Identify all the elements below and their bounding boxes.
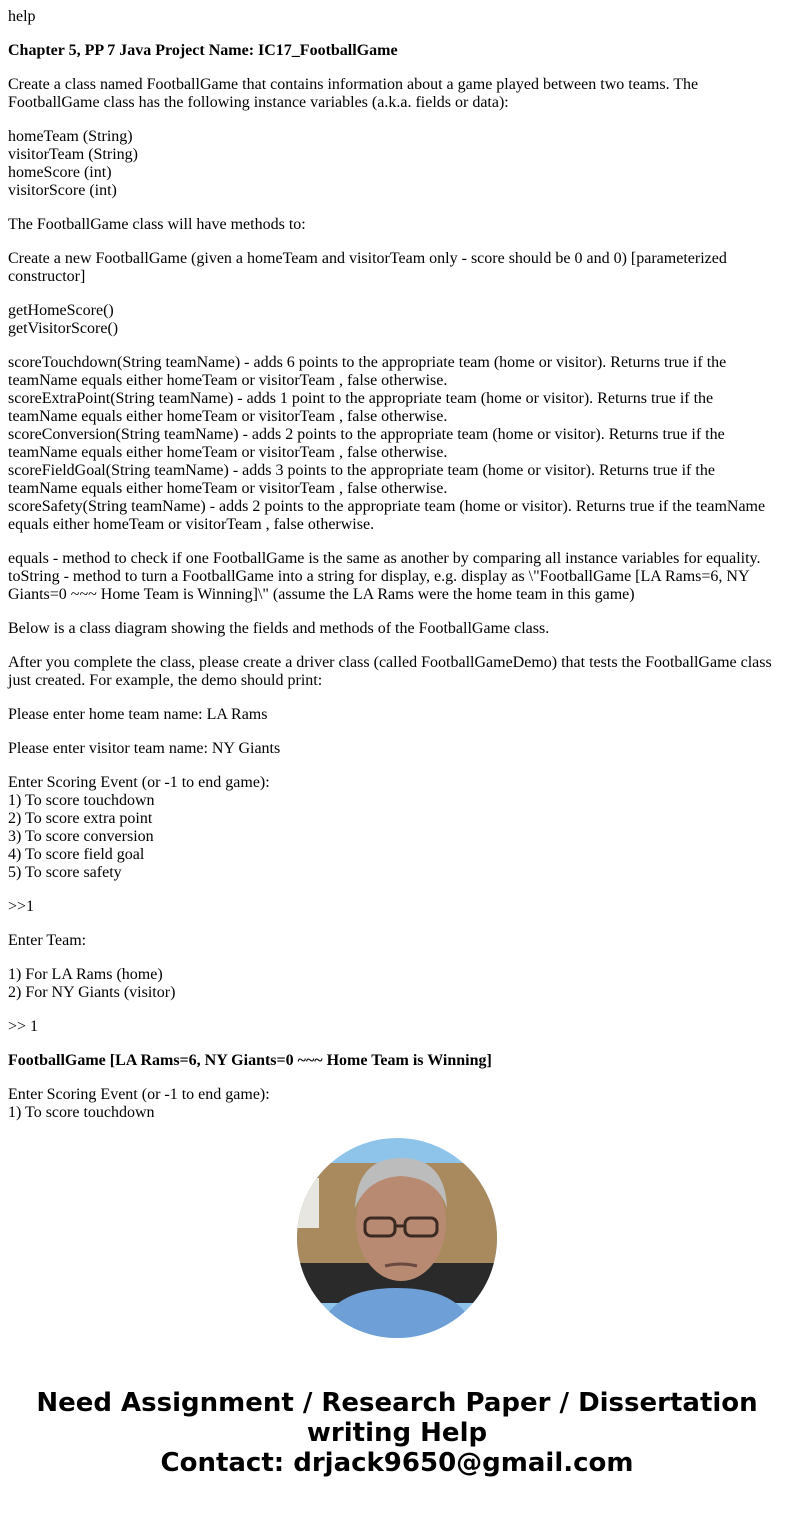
text-line: Create a new FootballGame (given a homeTeam and visitorTeam only - score should be 0 and 0) [parameterized [8,250,727,267]
field-item: visitorScore (int) [8,182,117,199]
result-output [8,1052,786,1070]
input-1: >>1 [8,898,35,915]
text-line: scoreConversion(String teamName) - adds 2 points to the appropriate team (home or visitor). Returns true if the [8,426,725,443]
menu-line: Enter Scoring Event (or -1 to end game): [8,1086,270,1103]
menu-line: Enter Scoring Event (or -1 to end game): [8,774,270,791]
scoring-menu [8,774,786,882]
menu-line: 2) To score extra point [8,810,153,827]
text-line: Giants=0 ~~~ Home Team is Winning]\" (assume the LA Rams were the home team in this game) [8,586,635,603]
avatar-container [0,1138,794,1338]
promo-line: Need Assignment / Research Paper / Dissertation [36,1388,758,1418]
menu-line: 3) To score conversion [8,828,154,845]
text-line: equals - method to check if one FootballGame is the same as another by comparing all instance variables for equality. [8,550,761,567]
text-line: teamName equals either homeTeam or visitorTeam , false otherwise. [8,480,448,497]
menu-line: 1) To score touchdown [8,792,155,809]
methods-intro: The FootballGame class will have methods to: [8,216,306,233]
constructor-paragraph [8,250,786,286]
home-prompt: Please enter home team name: LA Rams [8,706,268,723]
visitor-prompt: Please enter visitor team name: NY Giants [8,740,281,757]
text-line: FootballGame class has the following instance variables (a.k.a. fields or data): [8,94,509,111]
text-line: Create a class named FootballGame that contains information about a game played between two teams. The [8,76,699,93]
input-2: >> 1 [8,1018,39,1035]
text-line: teamName equals either homeTeam or visitorTeam , false otherwise. [8,408,448,425]
team-prompt: Enter Team: [8,932,87,949]
text-line: toString - method to turn a FootballGame into a string for display, e.g. display as \"FootballGame [LA Rams=6, NY [8,568,750,585]
score-methods [8,354,786,534]
text-line: teamName equals either homeTeam or visitorTeam , false otherwise. [8,444,448,461]
text-line: scoreExtraPoint(String teamName) - adds 1 point to the appropriate team (home or visitor). Returns true if the [8,390,714,407]
text-line: teamName equals either homeTeam or visitorTeam , false otherwise. [8,372,448,389]
team-options [8,966,786,1002]
field-item: homeTeam (String) [8,128,133,145]
intro-paragraph [8,76,786,112]
title-text: Chapter 5, PP 7 Java Project Name: IC17_FootballGame [8,42,398,59]
text-line: scoreSafety(String teamName) - adds 2 points to the appropriate team (home or visitor). Returns true if the teamName [8,498,766,515]
promo-banner [0,1388,794,1478]
menu-line: 1) To score touchdown [8,1104,155,1121]
method-item: getHomeScore() [8,302,114,319]
scoring-menu-repeat [8,1086,786,1122]
driver-paragraph [8,654,786,690]
text-line: constructor] [8,268,86,285]
result-text: FootballGame [LA Rams=6, NY Giants=0 ~~~ Home Team is Winning] [8,1052,492,1069]
fields-list [8,128,786,200]
page-title [8,42,786,60]
diagram-note: Below is a class diagram showing the fields and methods of the FootballGame class. [8,620,550,637]
avatar-photo [297,1138,497,1338]
text-line: scoreTouchdown(String teamName) - adds 6 points to the appropriate team (home or visitor). Returns true if the [8,354,727,371]
team-option: 2) For NY Giants (visitor) [8,984,176,1001]
text-line: After you complete the class, please create a driver class (called FootballGameDemo) that tests the FootballGame class [8,654,772,671]
field-item: visitorTeam (String) [8,146,138,163]
promo-contact: Contact: drjack9650@gmail.com [160,1448,634,1478]
team-option: 1) For LA Rams (home) [8,966,163,983]
menu-line: 5) To score safety [8,864,122,881]
getters-list [8,302,786,338]
text-line: equals either homeTeam or visitorTeam , false otherwise. [8,516,375,533]
promo-line: writing Help [306,1418,488,1448]
text-line: just created. For example, the demo should print: [8,672,323,689]
menu-line: 4) To score field goal [8,846,145,863]
other-methods [8,550,786,604]
field-item: homeScore (int) [8,164,112,181]
avatar [297,1138,497,1338]
method-item: getVisitorScore() [8,320,119,337]
text-line: scoreFieldGoal(String teamName) - adds 3 points to the appropriate team (home or visitor). Returns true if the [8,462,715,479]
help-label: help [8,8,36,25]
